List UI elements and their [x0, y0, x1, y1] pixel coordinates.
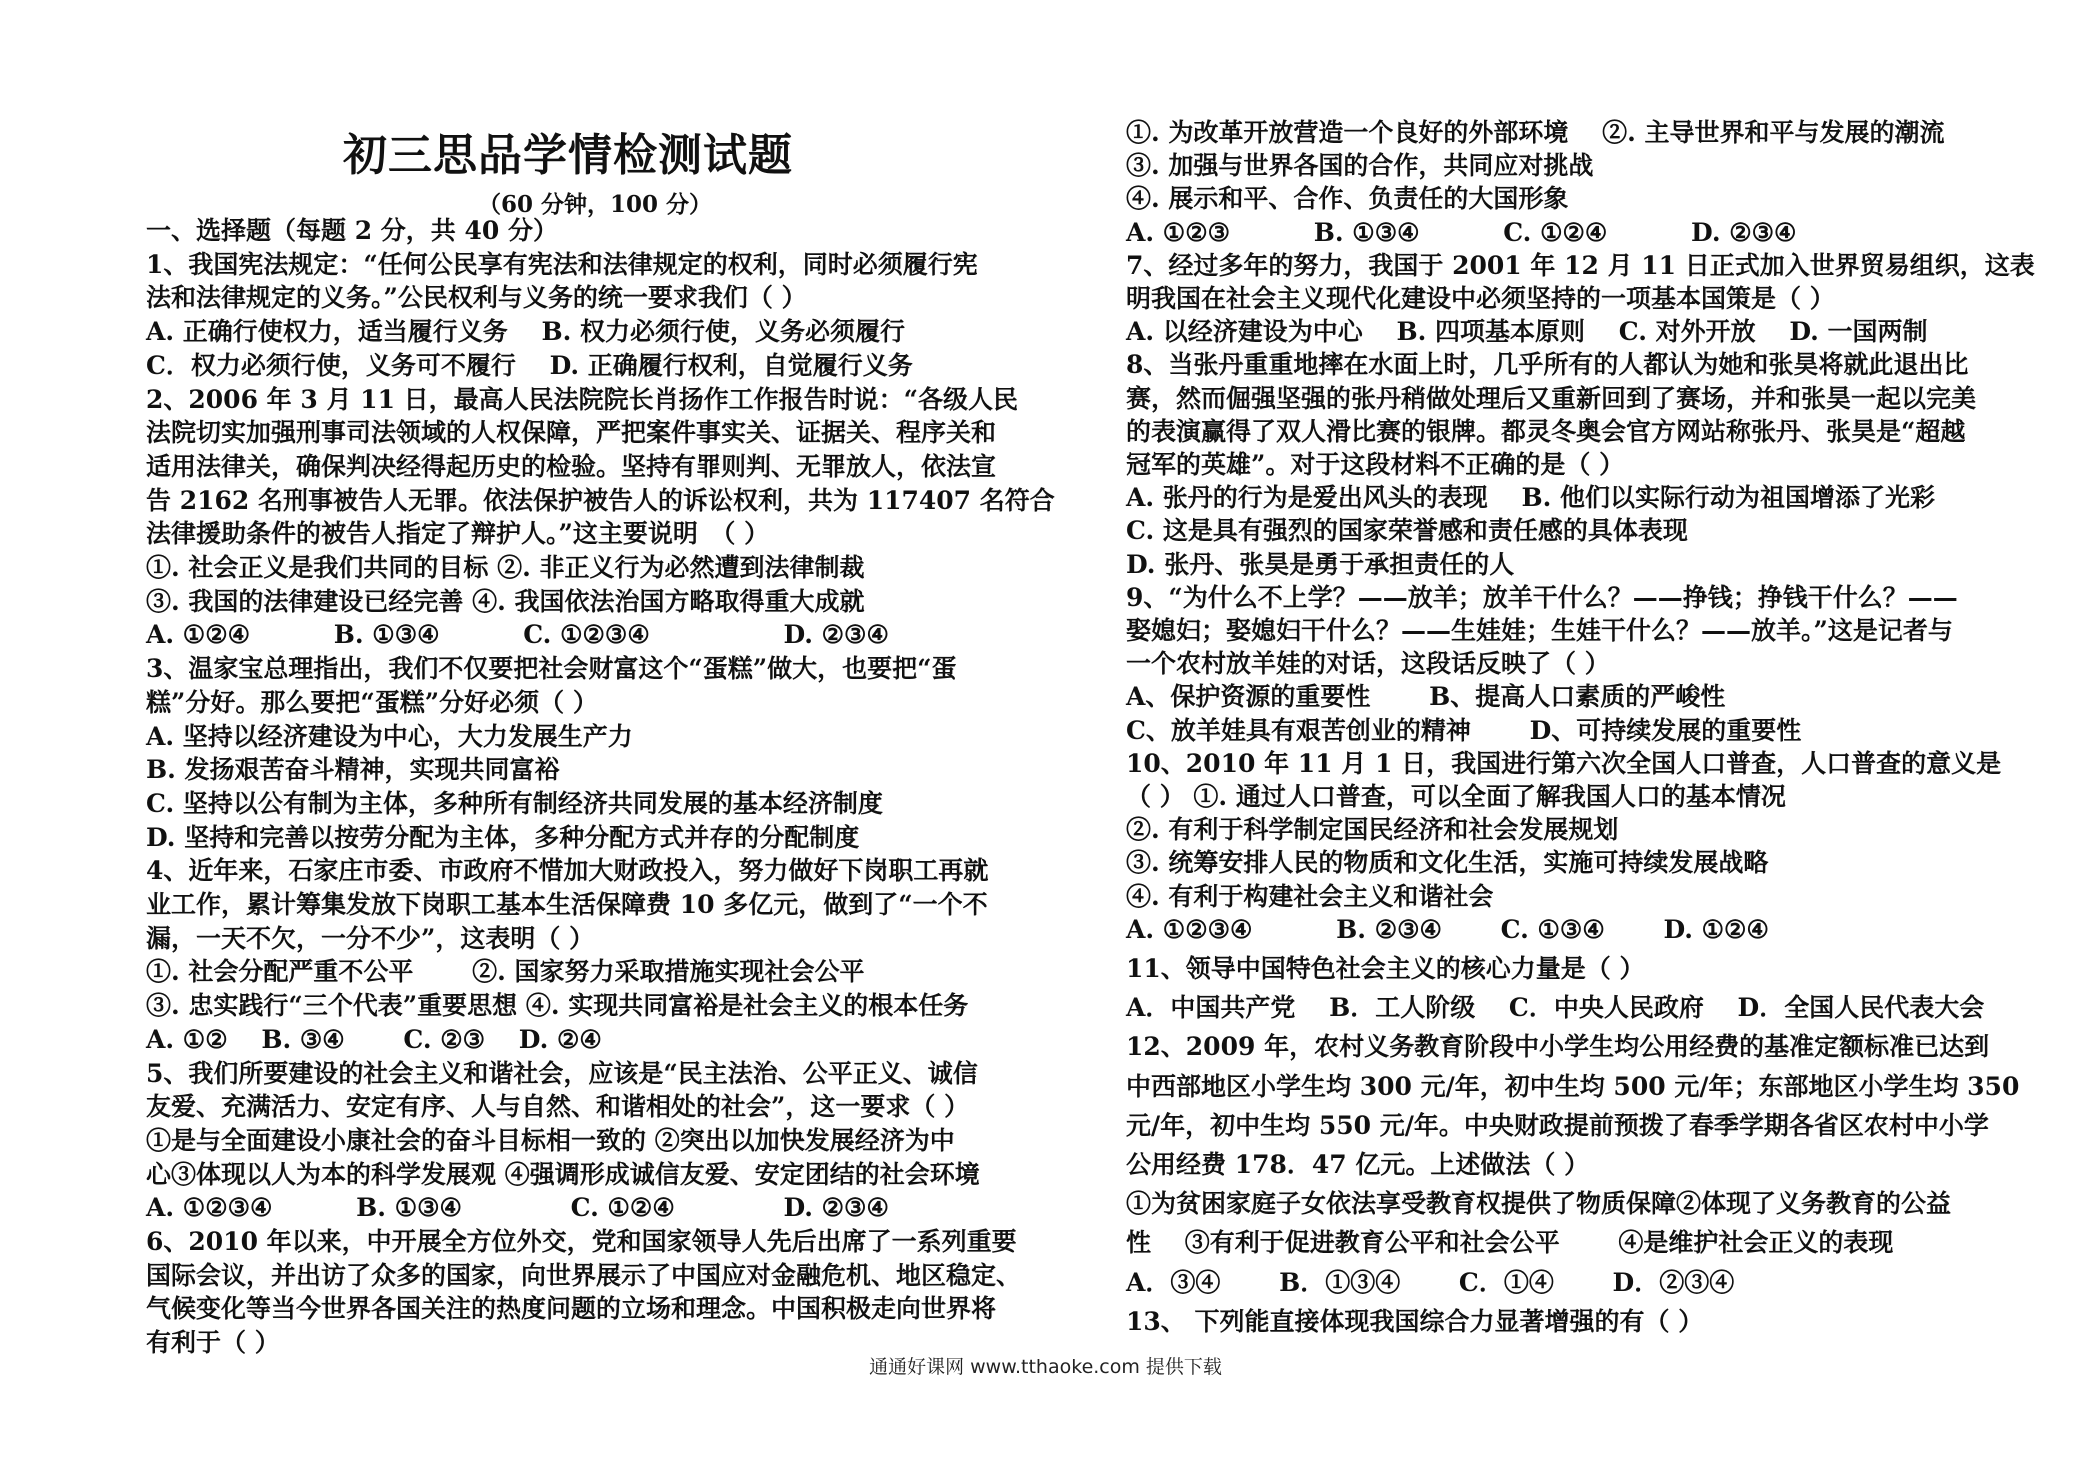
text-line: A．③④ B．①③④ C．①④ D．②③④	[1126, 1267, 1735, 1297]
text-line: A. 坚持以经济建设为中心，大力发展生产力	[146, 721, 633, 751]
text-line: C、放羊娃具有艰苦创业的精神 D、可持续发展的重要性	[1126, 715, 1802, 745]
text-line: A. 以经济建设为中心 B. 四项基本原则 C. 对外开放 D. 一国两制	[1126, 317, 1928, 347]
text-line: 娶媳妇；娶媳妇干什么？——生娃娃；生娃干什么？——放羊。”这是记者与	[1126, 616, 1953, 645]
text-line: 8、当张丹重重地摔在水面上时，几乎所有的人都认为她和张昊将就此退出比	[1126, 350, 1969, 380]
text-line: ④. 有利于构建社会主义和谐社会	[1126, 881, 1494, 911]
text-line: ①. 社会分配严重不公平 ②. 国家努力采取措施实现社会公平	[146, 957, 865, 987]
text-line: 友爱、充满活力、安定有序、人与自然、和谐相处的社会”，这一要求（ ）	[146, 1092, 970, 1122]
text-line: A．中国共产党 B．工人阶级 C．中央人民政府 D．全国人民代表大会	[1126, 993, 1985, 1023]
text-line: 法和法律规定的义务。”公民权利与义务的统一要求我们（ ）	[146, 283, 807, 313]
text-line: 一、选择题（每题 2 分，共 40 分）	[146, 216, 559, 245]
text-line: ②. 有利于科学制定国民经济和社会发展规划	[1126, 815, 1619, 845]
text-line: 有利于（ ）	[146, 1328, 280, 1358]
text-line: 冠军的英雄”。对于这段材料不正确的是（ ）	[1126, 450, 1625, 479]
text-line: ③. 加强与世界各国的合作，共同应对挑战	[1126, 151, 1594, 181]
text-line: ①为贫困家庭子女依法享受教育权提供了物质保障②体现了义务教育的公益	[1126, 1189, 1952, 1219]
text-line: ①是与全面建设小康社会的奋斗目标相一致的 ②突出以加快发展经济为中	[146, 1125, 955, 1155]
text-line: 公用经费 178．47 亿元。上述做法（ ）	[1126, 1150, 1590, 1179]
text-line: 告 2162 名刑事被告人无罪。依法保护被告人的诉讼权利，共为 117407 名符合	[146, 485, 1055, 515]
text-line: 3、温家宝总理指出，我们不仅要把社会财富这个“蛋糕”做大，也要把“蛋	[146, 654, 957, 684]
text-line: 元/年，初中生均 550 元/年。中央财政提前预拨了春季学期各省区农村中小学	[1126, 1110, 1989, 1140]
text-line: 性 ③有利于促进教育公平和社会公平 ④是维护社会正义的表现	[1126, 1228, 1894, 1258]
text-line: D. 张丹、张昊是勇于承担责任的人	[1126, 549, 1515, 579]
text-line: 明我国在社会主义现代化建设中必须坚持的一项基本国策是（ ）	[1126, 284, 1835, 313]
text-line: ①. 社会正义是我们共同的目标 ②. 非正义行为必然遭到法律制裁	[146, 553, 865, 582]
text-line: C．权力必须行使，义务可不履行 D. 正确履行权利，自觉履行义务	[146, 350, 913, 380]
text-line: 赛，然而倔强坚强的张丹稍做处理后又重新回到了赛场，并和张昊一起以完美	[1126, 383, 1977, 413]
text-line: 中西部地区小学生均 300 元/年，初中生均 500 元/年；东部地区小学生均 350	[1126, 1071, 2020, 1101]
text-line: A. 张丹的行为是爱出风头的表现 B. 他们以实际行动为祖国增添了光彩	[1126, 483, 1936, 513]
text-line: 漏，一天不欠，一分不少”，这表明（ ）	[146, 923, 595, 953]
text-line: A. ①②③④ B. ①③④ C. ①②④ D. ②③④	[146, 1193, 889, 1223]
text-line: A. 正确行使权力，适当履行义务 B. 权力必须行使，义务必须履行	[146, 317, 906, 347]
text-line: ③. 统筹安排人民的物质和文化生活，实施可持续发展战略	[1126, 848, 1769, 878]
text-line: A. ①② B. ③④ C. ②③ D. ②④	[146, 1024, 602, 1054]
text-line: 法律援助条件的被告人指定了辩护人。”这主要说明 （ ）	[146, 519, 770, 549]
text-line: 一个农村放羊娃的对话，这段话反映了（ ）	[1126, 649, 1610, 679]
text-line: 适用法律关，确保判决经得起历史的检验。坚持有罪则判、无罪放人，依法宣	[146, 451, 997, 481]
text-line: D. 坚持和完善以按劳分配为主体，多种分配方式并存的分配制度	[146, 822, 860, 852]
text-line: ①. 为改革开放营造一个良好的外部环境 ②. 主导世界和平与发展的潮流	[1126, 118, 1945, 147]
text-line: 11、领导中国特色社会主义的核心力量是（ ）	[1126, 954, 1645, 983]
text-line: 1、我国宪法规定：“任何公民享有宪法和法律规定的权利，同时必须履行宪	[146, 249, 978, 279]
text-line: 业工作，累计筹集发放下岗职工基本生活保障费 10 多亿元，做到了“一个不	[146, 890, 988, 919]
text-line: B. 发扬艰苦奋斗精神，实现共同富裕	[146, 755, 560, 785]
page-title: 初三思品学情检测试题	[343, 130, 793, 181]
text-line: 的表演赢得了双人滑比赛的银牌。都灵冬奥会官方网站称张丹、张昊是“超越	[1126, 416, 1966, 446]
page-subtitle: （60 分钟，100 分）	[478, 191, 713, 218]
text-line: 12、2009 年，农村义务教育阶段中小学生均公用经费的基准定额标准已达到	[1126, 1032, 1990, 1062]
text-line: 国际会议，并出访了众多的国家，向世界展示了中国应对金融危机、地区稳定、	[146, 1260, 1022, 1290]
text-line: 气候变化等当今世界各国关注的热度问题的立场和理念。中国积极走向世界将	[146, 1294, 997, 1324]
text-line: 4、近年来，石家庄市委、市政府不惜加大财政投入，努力做好下岗职工再就	[146, 856, 989, 886]
text-line: A. ①②④ B. ①③④ C. ①②③④ D. ②③④	[146, 620, 889, 650]
text-line: 9、“为什么不上学？——放羊；放羊干什么？——挣钱；挣钱干什么？——	[1126, 582, 1958, 612]
text-line: A. ①②③ B. ①③④ C. ①②④ D. ②③④	[1126, 217, 1797, 247]
text-line: 5、我们所要建设的社会主义和谐社会，应该是“民主法治、公平正义、诚信	[146, 1058, 978, 1088]
text-line: 6、2010 年以来，中开展全方位外交，党和国家领导人先后出席了一系列重要	[146, 1227, 1017, 1256]
text-line: （ ） ①. 通过人口普查，可以全面了解我国人口的基本情况	[1126, 782, 1786, 811]
text-line: ③. 我国的法律建设已经完善 ④. 我国依法治国方略取得重大成就	[146, 586, 865, 616]
footer-text: 通通好课网 www.tthaoke.com 提供下载	[869, 1356, 1222, 1378]
text-line: 13、 下列能直接体现我国综合力显著增强的有（ ）	[1126, 1306, 1704, 1336]
text-line: C. 这是具有强烈的国家荣誉感和责任感的具体表现	[1126, 516, 1688, 546]
text-line: 心③体现以人为本的科学发展观 ④强调形成诚信友爱、安定团结的社会环境	[146, 1159, 980, 1189]
text-line: A. ①②③④ B. ②③④ C. ①③④ D. ①②④	[1126, 914, 1769, 944]
text-line: A、保护资源的重要性 B、提高人口素质的严峻性	[1126, 682, 1726, 712]
text-line: 7、经过多年的努力，我国于 2001 年 12 月 11 日正式加入世界贸易组织，这表	[1126, 250, 2035, 280]
text-line: ③. 忠实践行“三个代表”重要思想 ④. 实现共同富裕是社会主义的根本任务	[146, 991, 969, 1021]
text-line: 法院切实加强刑事司法领域的人权保障，严把案件事实关、证据关、程序关和	[146, 418, 997, 448]
text-line: 2、2006 年 3 月 11 日，最高人民法院院长肖扬作工作报告时说：“各级人民	[146, 384, 1019, 414]
text-line: 糕”分好。那么要把“蛋糕”分好必须（ ）	[146, 687, 598, 717]
text-line: ④. 展示和平、合作、负责任的大国形象	[1126, 184, 1569, 214]
text-line: C. 坚持以公有制为主体，多种所有制经济共同发展的基本经济制度	[146, 788, 883, 818]
text-line: 10、2010 年 11 月 1 日，我国进行第六次全国人口普查，人口普查的意义是	[1126, 748, 2002, 778]
